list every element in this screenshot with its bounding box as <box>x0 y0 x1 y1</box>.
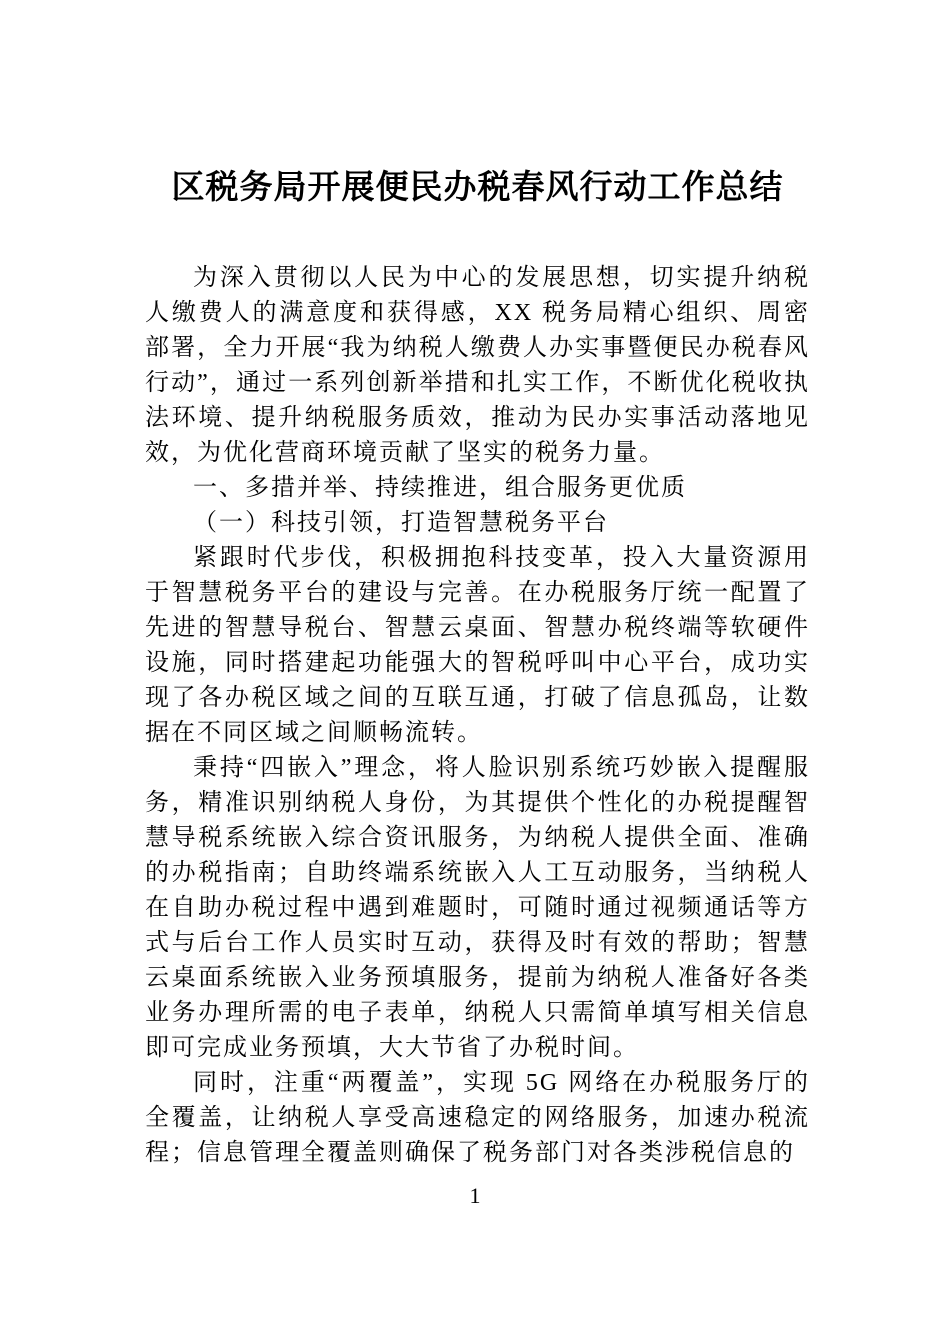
section-heading: 一、多措并举、持续推进，组合服务更优质 <box>193 475 687 502</box>
paragraph-embedding: 秉持“四嵌入”理念，将人脸识别系统巧妙嵌入提醒服务，精准识别纳税人身份，为其提供个性化的办税提醒智慧导税系统嵌入综合资讯服务，为纳税人提供全面、准确的办税指南；自助终端系统嵌入人工互动服务，当纳税人在自助办税过程中遇到难题时，可随时通过视频通话等方式与后台工作人员实时互动，获得及时有效的帮助；智慧云桌面系统嵌入业务预填服务，提前为纳税人准备好各类业务办理所需的电子表单，纳税人只需简单填写相关信息即可完成业务预填，大大节省了办税时间。 <box>145 755 810 1062</box>
subsection-heading: （一）科技引领，打造智慧税务平台 <box>193 510 609 537</box>
paragraph-intro: 为深入贯彻以人民为中心的发展思想，切实提升纳税人缴费人的满意度和获得感，XX 税务局精心组织、周密部署，全力开展“我为纳税人缴费人办实事暨便民办税春风行动”，通过一系列创新举措和扎实工作，不断优化税收执法环境、提升纳税服务质效，推动为民办实事活动落地见效，为优化营商环境贡献了坚实的税务力量。 <box>145 265 810 467</box>
paragraph-platform: 紧跟时代步伐，积极拥抱科技变革，投入大量资源用于智慧税务平台的建设与完善。在办税服务厅统一配置了先进的智慧导税台、智慧云桌面、智慧办税终端等软硬件设施，同时搭建起功能强大的智税呼叫中心平台，成功实现了各办税区域之间的互联互通，打破了信息孤岛，让数据在不同区域之间顺畅流转。 <box>145 545 810 747</box>
document-title: 区税务局开展便民办税春风行动工作总结 <box>171 170 784 206</box>
document-body <box>145 261 810 1171</box>
page-number: 1 <box>469 1183 481 1208</box>
paragraph-coverage: 同时，注重“两覆盖”，实现 5G 网络在办税服务厅的全覆盖，让纳税人享受高速稳定的网络服务，加速办税流程；信息管理全覆盖则确保了税务部门对各类涉税信息的 <box>145 1070 810 1167</box>
